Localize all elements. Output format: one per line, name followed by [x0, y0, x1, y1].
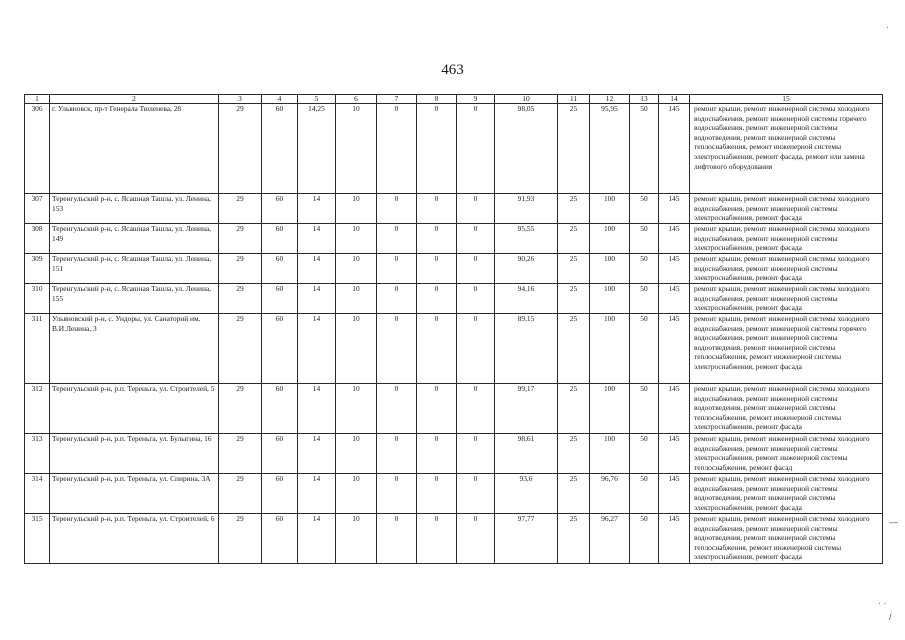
value-cell: 25 [558, 194, 590, 224]
value-cell: 14 [298, 434, 336, 474]
column-number-15: 15 [690, 95, 883, 104]
row-number-cell: 314 [25, 474, 50, 514]
value-cell: 25 [558, 474, 590, 514]
edge-mark: · · [878, 598, 887, 608]
column-number-3: 3 [219, 95, 262, 104]
value-cell: 145 [659, 474, 690, 514]
value-cell: 0 [377, 284, 417, 314]
value-cell: 25 [558, 384, 590, 434]
value-cell: 25 [558, 514, 590, 564]
value-cell: 145 [659, 104, 690, 194]
work-types-cell: ремонт крыши, ремонт инженерной системы холодного водоснабжения, ремонт инженерной системы электроснабжения, ремонт инженерной системы теплоснабжения, ремонт фасад [690, 434, 883, 474]
value-cell: 0 [417, 384, 457, 434]
value-cell: 25 [558, 104, 590, 194]
value-cell: 50 [630, 284, 659, 314]
value-cell: 14 [298, 284, 336, 314]
value-cell: 0 [457, 384, 495, 434]
address-cell: Теренгульский р-н, с. Ясашная Ташла, ул. Ленина, 149 [50, 224, 219, 254]
row-number-cell: 315 [25, 514, 50, 564]
value-cell: 0 [417, 434, 457, 474]
value-cell: 14,25 [298, 104, 336, 194]
value-cell: 100 [590, 384, 630, 434]
value-cell: 100 [590, 224, 630, 254]
work-types-cell: ремонт крыши, ремонт инженерной системы холодного водоснабжения, ремонт инженерной системы электроснабжения, ремонт фасада [690, 224, 883, 254]
value-cell: 29 [219, 194, 262, 224]
value-cell: 60 [262, 314, 298, 384]
value-cell: 0 [417, 514, 457, 564]
value-cell: 0 [377, 514, 417, 564]
value-cell: 29 [219, 314, 262, 384]
value-cell: 10 [336, 104, 377, 194]
value-cell: 145 [659, 254, 690, 284]
value-cell: 60 [262, 194, 298, 224]
value-cell: 95,55 [495, 224, 558, 254]
table-row [25, 194, 883, 224]
value-cell: 25 [558, 284, 590, 314]
value-cell: 29 [219, 434, 262, 474]
row-number-cell: 313 [25, 434, 50, 474]
value-cell: 14 [298, 194, 336, 224]
value-cell: 89,15 [495, 314, 558, 384]
value-cell: 50 [630, 384, 659, 434]
value-cell: 100 [590, 194, 630, 224]
address-cell: Теренгульский р-н, с. Ясашная Ташла, ул. Ленина, 153 [50, 194, 219, 224]
row-number-cell: 306 [25, 104, 50, 194]
value-cell: 145 [659, 434, 690, 474]
value-cell: 145 [659, 284, 690, 314]
work-types-cell: ремонт крыши, ремонт инженерной системы холодного водоснабжения, ремонт инженерной системы электроснабжения, ремонт фасада [690, 284, 883, 314]
value-cell: 10 [336, 254, 377, 284]
value-cell: 29 [219, 474, 262, 514]
value-cell: 29 [219, 384, 262, 434]
value-cell: 29 [219, 514, 262, 564]
address-cell: Теренгульский р-н, р.п. Тереньга, ул. Строителей, 6 [50, 514, 219, 564]
value-cell: 100 [590, 314, 630, 384]
value-cell: 25 [558, 434, 590, 474]
work-types-cell: ремонт крыши, ремонт инженерной системы холодного водоснабжения, ремонт инженерной системы электроснабжения, ремонт фасада [690, 194, 883, 224]
value-cell: 50 [630, 474, 659, 514]
row-number-cell: 310 [25, 284, 50, 314]
work-types-cell: ремонт крыши, ремонт инженерной системы холодного водоснабжения, ремонт инженерной системы горячего водоснабжения, ремонт инженерной системы водоотведения, ремонт инженерной системы теплоснабжения, ремонт инженерной системы электроснабжения, ремонт фасада, ремонт или замена лифтового оборудования [690, 104, 883, 194]
value-cell: 50 [630, 194, 659, 224]
value-cell: 94,16 [495, 284, 558, 314]
value-cell: 96,27 [590, 514, 630, 564]
value-cell: 96,76 [590, 474, 630, 514]
value-cell: 0 [377, 254, 417, 284]
value-cell: 0 [417, 474, 457, 514]
edge-mark: · [886, 22, 889, 32]
repair-table [24, 94, 883, 564]
value-cell: 14 [298, 474, 336, 514]
value-cell: 25 [558, 314, 590, 384]
value-cell: 145 [659, 314, 690, 384]
value-cell: 0 [377, 104, 417, 194]
value-cell: 60 [262, 474, 298, 514]
value-cell: 14 [298, 224, 336, 254]
value-cell: 10 [336, 384, 377, 434]
column-number-5: 5 [298, 95, 336, 104]
value-cell: 29 [219, 224, 262, 254]
value-cell: 0 [417, 194, 457, 224]
value-cell: 10 [336, 224, 377, 254]
value-cell: 0 [457, 514, 495, 564]
table-row [25, 254, 883, 284]
column-number-7: 7 [377, 95, 417, 104]
table-row [25, 104, 883, 194]
address-cell: г. Ульяновск, пр-т Генерала Тюленева, 28 [50, 104, 219, 194]
value-cell: 145 [659, 514, 690, 564]
value-cell: 10 [336, 314, 377, 384]
value-cell: 0 [457, 474, 495, 514]
value-cell: 145 [659, 384, 690, 434]
table-row [25, 284, 883, 314]
table-row [25, 434, 883, 474]
row-number-cell: 309 [25, 254, 50, 284]
address-cell: Теренгульский р-н, р.п. Тереньга, ул. Спирина, 3А [50, 474, 219, 514]
value-cell: 60 [262, 434, 298, 474]
column-number-2: 2 [50, 95, 219, 104]
work-types-cell: ремонт крыши, ремонт инженерной системы холодного водоснабжения, ремонт инженерной системы водоотведения, ремонт инженерной системы электроснабжения, ремонт фасада [690, 474, 883, 514]
row-number-cell: 307 [25, 194, 50, 224]
work-types-cell: ремонт крыши, ремонт инженерной системы холодного водоснабжения, ремонт инженерной системы электроснабжения, ремонт фасада [690, 254, 883, 284]
address-cell: Ульяновский р-н, с. Ундоры, ул. Санаторий им. В.И.Ленина, 3 [50, 314, 219, 384]
value-cell: 0 [377, 434, 417, 474]
value-cell: 0 [457, 224, 495, 254]
header-row [25, 95, 883, 104]
column-number-10: 10 [495, 95, 558, 104]
value-cell: 60 [262, 254, 298, 284]
value-cell: 0 [457, 434, 495, 474]
value-cell: 100 [590, 434, 630, 474]
value-cell: 0 [417, 314, 457, 384]
value-cell: 97,77 [495, 514, 558, 564]
value-cell: 0 [417, 254, 457, 284]
value-cell: 10 [336, 194, 377, 224]
value-cell: 50 [630, 314, 659, 384]
value-cell: 10 [336, 474, 377, 514]
value-cell: 10 [336, 284, 377, 314]
row-number-cell: 308 [25, 224, 50, 254]
value-cell: 100 [590, 284, 630, 314]
table-row [25, 314, 883, 384]
column-number-4: 4 [262, 95, 298, 104]
value-cell: 0 [457, 104, 495, 194]
address-cell: Теренгульский р-н, р.п. Тереньга, ул. Булыгина, 16 [50, 434, 219, 474]
row-number-cell: 312 [25, 384, 50, 434]
value-cell: 0 [377, 224, 417, 254]
value-cell: 0 [377, 314, 417, 384]
value-cell: 0 [417, 104, 457, 194]
value-cell: 14 [298, 314, 336, 384]
work-types-cell: ремонт крыши, ремонт инженерной системы холодного водоснабжения, ремонт инженерной системы водоотведения, ремонт инженерной системы теплоснабжения, ремонт инженерной системы электроснабжения, ремонт фасада [690, 384, 883, 434]
value-cell: 50 [630, 514, 659, 564]
value-cell: 0 [457, 194, 495, 224]
value-cell: 25 [558, 224, 590, 254]
value-cell: 50 [630, 104, 659, 194]
value-cell: 29 [219, 284, 262, 314]
edge-mark: — [889, 517, 898, 527]
value-cell: 60 [262, 284, 298, 314]
address-cell: Теренгульский р-н, р.п. Тереньга, ул. Строителей, 5 [50, 384, 219, 434]
edge-mark: / [889, 612, 892, 622]
column-number-8: 8 [417, 95, 457, 104]
value-cell: 10 [336, 514, 377, 564]
value-cell: 60 [262, 384, 298, 434]
column-number-6: 6 [336, 95, 377, 104]
work-types-cell: ремонт крыши, ремонт инженерной системы холодного водоснабжения, ремонт инженерной системы горячего водоснабжения, ремонт инженерной системы водоотведения, ремонт инженерной системы теплоснабжения, ремонт инженерной системы электроснабжения, ремонт фасада [690, 314, 883, 384]
table-row [25, 514, 883, 564]
value-cell: 14 [298, 254, 336, 284]
value-cell: 50 [630, 254, 659, 284]
table-row [25, 224, 883, 254]
address-cell: Теренгульский р-н, с. Ясашная Ташла, ул. Ленина, 155 [50, 284, 219, 314]
value-cell: 0 [417, 284, 457, 314]
value-cell: 10 [336, 434, 377, 474]
value-cell: 0 [377, 474, 417, 514]
table-row [25, 474, 883, 514]
column-number-13: 13 [630, 95, 659, 104]
work-types-cell: ремонт крыши, ремонт инженерной системы холодного водоснабжения, ремонт инженерной системы водоотведения, ремонт инженерной системы теплоснабжения, ремонт инженерной системы электроснабжения, ремонт фасада [690, 514, 883, 564]
value-cell: 50 [630, 224, 659, 254]
table-body [25, 95, 883, 564]
value-cell: 90,26 [495, 254, 558, 284]
value-cell: 0 [377, 384, 417, 434]
table-row [25, 384, 883, 434]
column-number-14: 14 [659, 95, 690, 104]
value-cell: 0 [377, 194, 417, 224]
value-cell: 60 [262, 224, 298, 254]
row-number-cell: 311 [25, 314, 50, 384]
page-number: 463 [441, 62, 464, 78]
address-cell: Теренгульский р-н, с. Ясашная Ташла, ул. Ленина, 151 [50, 254, 219, 284]
value-cell: 14 [298, 384, 336, 434]
value-cell: 0 [457, 284, 495, 314]
value-cell: 60 [262, 104, 298, 194]
value-cell: 91,93 [495, 194, 558, 224]
value-cell: 99,17 [495, 384, 558, 434]
value-cell: 0 [417, 224, 457, 254]
column-number-12: 12 [590, 95, 630, 104]
value-cell: 95,95 [590, 104, 630, 194]
value-cell: 25 [558, 254, 590, 284]
value-cell: 145 [659, 224, 690, 254]
value-cell: 145 [659, 194, 690, 224]
value-cell: 29 [219, 254, 262, 284]
value-cell: 0 [457, 314, 495, 384]
column-number-1: 1 [25, 95, 50, 104]
value-cell: 60 [262, 514, 298, 564]
value-cell: 98,05 [495, 104, 558, 194]
column-number-11: 11 [558, 95, 590, 104]
value-cell: 29 [219, 104, 262, 194]
value-cell: 0 [457, 254, 495, 284]
value-cell: 93,6 [495, 474, 558, 514]
value-cell: 100 [590, 254, 630, 284]
column-number-9: 9 [457, 95, 495, 104]
value-cell: 98,61 [495, 434, 558, 474]
value-cell: 50 [630, 434, 659, 474]
value-cell: 14 [298, 514, 336, 564]
